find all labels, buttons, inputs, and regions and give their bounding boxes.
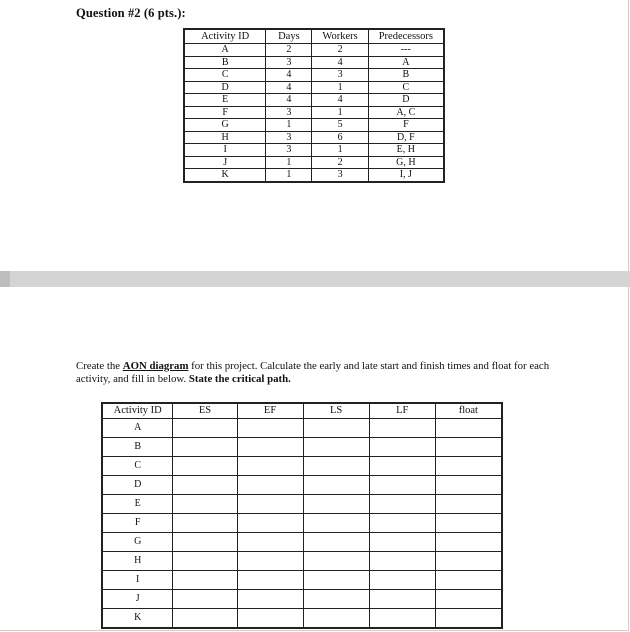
- answer-table-header-row: [102, 403, 502, 419]
- answer-ef-input-cell[interactable]: [237, 590, 303, 609]
- predecessors-cell: A, C: [368, 106, 444, 119]
- answer-es-input-cell[interactable]: [173, 476, 237, 495]
- table-row: [184, 106, 444, 119]
- answer-es-input-cell[interactable]: [173, 495, 237, 514]
- answer-ls-input-cell[interactable]: [303, 438, 369, 457]
- activity-id-cell: C: [184, 69, 266, 82]
- header-activity-id: Activity ID: [184, 29, 266, 44]
- activity-table: [183, 28, 445, 183]
- answer-lf-input-cell[interactable]: [369, 495, 435, 514]
- activity-id-cell: D: [184, 81, 266, 94]
- workers-cell: 3: [312, 169, 368, 182]
- days-cell: 3: [266, 131, 312, 144]
- answer-ef-input-cell[interactable]: [237, 533, 303, 552]
- header-workers: Workers: [312, 29, 368, 44]
- predecessors-cell: D: [368, 94, 444, 107]
- answer-ef-input-cell[interactable]: [237, 609, 303, 629]
- instructions-part1: Create the: [76, 360, 123, 372]
- aon-diagram-term: AON diagram: [122, 360, 189, 372]
- answer-float-input-cell[interactable]: [435, 609, 502, 629]
- answer-ls-input-cell[interactable]: [303, 419, 369, 438]
- answer-es-input-cell[interactable]: [173, 438, 237, 457]
- answer-header-ls: LS: [303, 403, 369, 419]
- days-cell: 4: [266, 81, 312, 94]
- instructions-part3: .: [288, 373, 291, 385]
- answer-float-input-cell[interactable]: [435, 571, 502, 590]
- answer-es-input-cell[interactable]: [173, 457, 237, 476]
- instructions-text: [76, 360, 566, 386]
- answer-row: [102, 590, 502, 609]
- answer-header-activity-id: Activity ID: [102, 403, 173, 419]
- table-row: [184, 69, 444, 82]
- answer-float-input-cell[interactable]: [435, 495, 502, 514]
- answer-ls-input-cell[interactable]: [303, 571, 369, 590]
- question-title: Question #2 (6 pts.):: [76, 6, 186, 20]
- answer-table: [101, 402, 503, 629]
- answer-ef-input-cell[interactable]: [237, 514, 303, 533]
- answer-ls-input-cell[interactable]: [303, 457, 369, 476]
- answer-ls-input-cell[interactable]: [303, 533, 369, 552]
- answer-float-input-cell[interactable]: [435, 457, 502, 476]
- workers-cell: 5: [312, 119, 368, 132]
- days-cell: 1: [266, 119, 312, 132]
- workers-cell: 3: [312, 69, 368, 82]
- workers-cell: 1: [312, 81, 368, 94]
- answer-lf-input-cell[interactable]: [369, 552, 435, 571]
- workers-cell: 4: [312, 94, 368, 107]
- answer-es-input-cell[interactable]: [173, 571, 237, 590]
- critical-path-prompt: State the critical path: [188, 373, 289, 385]
- activity-id-cell: F: [184, 106, 266, 119]
- page-divider: [0, 271, 630, 287]
- workers-cell: 1: [312, 144, 368, 157]
- answer-activity-id-cell: D: [102, 476, 173, 495]
- answer-header-lf: LF: [369, 403, 435, 419]
- answer-es-input-cell[interactable]: [173, 609, 237, 629]
- activity-id-cell: E: [184, 94, 266, 107]
- answer-lf-input-cell[interactable]: [369, 419, 435, 438]
- answer-header-float: float: [435, 403, 502, 419]
- activity-id-cell: K: [184, 169, 266, 182]
- answer-lf-input-cell[interactable]: [369, 476, 435, 495]
- activity-id-cell: A: [184, 44, 266, 57]
- predecessors-cell: B: [368, 69, 444, 82]
- table-row: [184, 131, 444, 144]
- header-days: Days: [266, 29, 312, 44]
- table-row: [184, 119, 444, 132]
- answer-ls-input-cell[interactable]: [303, 514, 369, 533]
- answer-es-input-cell[interactable]: [173, 419, 237, 438]
- predecessors-cell: I, J: [368, 169, 444, 182]
- answer-lf-input-cell[interactable]: [369, 514, 435, 533]
- table-row: [184, 169, 444, 182]
- days-cell: 3: [266, 144, 312, 157]
- days-cell: 1: [266, 156, 312, 169]
- table-row: [184, 81, 444, 94]
- answer-row: [102, 533, 502, 552]
- answer-row: [102, 438, 502, 457]
- workers-cell: 4: [312, 56, 368, 69]
- answer-ls-input-cell[interactable]: [303, 495, 369, 514]
- answer-ef-input-cell[interactable]: [237, 495, 303, 514]
- activity-id-cell: I: [184, 144, 266, 157]
- days-cell: 3: [266, 56, 312, 69]
- table-row: [184, 156, 444, 169]
- answer-activity-id-cell: F: [102, 514, 173, 533]
- answer-header-es: ES: [173, 403, 237, 419]
- workers-cell: 2: [312, 156, 368, 169]
- answer-lf-input-cell[interactable]: [369, 609, 435, 629]
- predecessors-cell: E, H: [368, 144, 444, 157]
- days-cell: 3: [266, 106, 312, 119]
- days-cell: 2: [266, 44, 312, 57]
- answer-activity-id-cell: E: [102, 495, 173, 514]
- header-predecessors: Predecessors: [368, 29, 444, 44]
- answer-activity-id-cell: C: [102, 457, 173, 476]
- answer-ls-input-cell[interactable]: [303, 609, 369, 629]
- predecessors-cell: F: [368, 119, 444, 132]
- activity-id-cell: H: [184, 131, 266, 144]
- predecessors-cell: G, H: [368, 156, 444, 169]
- answer-es-input-cell[interactable]: [173, 533, 237, 552]
- answer-es-input-cell[interactable]: [173, 552, 237, 571]
- answer-ef-input-cell[interactable]: [237, 438, 303, 457]
- answer-float-input-cell[interactable]: [435, 552, 502, 571]
- answer-ef-input-cell[interactable]: [237, 457, 303, 476]
- days-cell: 4: [266, 69, 312, 82]
- activity-id-cell: G: [184, 119, 266, 132]
- instructions-part2: for this project. Calculate the early and late start and finish times and float for each activity, and fill in below.: [76, 360, 550, 385]
- table-row: [184, 144, 444, 157]
- answer-activity-id-cell: J: [102, 590, 173, 609]
- answer-lf-input-cell[interactable]: [369, 533, 435, 552]
- answer-float-input-cell[interactable]: [435, 438, 502, 457]
- answer-lf-input-cell[interactable]: [369, 571, 435, 590]
- answer-activity-id-cell: B: [102, 438, 173, 457]
- answer-row: [102, 476, 502, 495]
- table-row: [184, 56, 444, 69]
- answer-float-input-cell[interactable]: [435, 514, 502, 533]
- answer-row: [102, 571, 502, 590]
- answer-activity-id-cell: G: [102, 533, 173, 552]
- answer-float-input-cell[interactable]: [435, 533, 502, 552]
- answer-activity-id-cell: K: [102, 609, 173, 629]
- answer-row: [102, 514, 502, 533]
- answer-ef-input-cell[interactable]: [237, 552, 303, 571]
- answer-activity-id-cell: A: [102, 419, 173, 438]
- workers-cell: 6: [312, 131, 368, 144]
- table-row: [184, 44, 444, 57]
- answer-row: [102, 419, 502, 438]
- answer-activity-id-cell: I: [102, 571, 173, 590]
- predecessors-cell: D, F: [368, 131, 444, 144]
- predecessors-cell: C: [368, 81, 444, 94]
- answer-es-input-cell[interactable]: [173, 514, 237, 533]
- answer-ef-input-cell[interactable]: [237, 476, 303, 495]
- answer-ls-input-cell[interactable]: [303, 476, 369, 495]
- answer-float-input-cell[interactable]: [435, 476, 502, 495]
- answer-activity-id-cell: H: [102, 552, 173, 571]
- workers-cell: 1: [312, 106, 368, 119]
- answer-row: [102, 552, 502, 571]
- answer-row: [102, 609, 502, 629]
- answer-ls-input-cell[interactable]: [303, 590, 369, 609]
- answer-header-ef: EF: [237, 403, 303, 419]
- days-cell: 1: [266, 169, 312, 182]
- days-cell: 4: [266, 94, 312, 107]
- answer-ef-input-cell[interactable]: [237, 571, 303, 590]
- answer-ef-input-cell[interactable]: [237, 419, 303, 438]
- predecessors-cell: ---: [368, 44, 444, 57]
- activity-id-cell: B: [184, 56, 266, 69]
- answer-row: [102, 457, 502, 476]
- answer-ls-input-cell[interactable]: [303, 552, 369, 571]
- predecessors-cell: A: [368, 56, 444, 69]
- answer-row: [102, 495, 502, 514]
- answer-float-input-cell[interactable]: [435, 590, 502, 609]
- answer-lf-input-cell[interactable]: [369, 438, 435, 457]
- answer-lf-input-cell[interactable]: [369, 457, 435, 476]
- activity-id-cell: J: [184, 156, 266, 169]
- answer-lf-input-cell[interactable]: [369, 590, 435, 609]
- answer-es-input-cell[interactable]: [173, 590, 237, 609]
- table-row: [184, 94, 444, 107]
- answer-float-input-cell[interactable]: [435, 419, 502, 438]
- activity-table-header-row: [184, 29, 444, 44]
- workers-cell: 2: [312, 44, 368, 57]
